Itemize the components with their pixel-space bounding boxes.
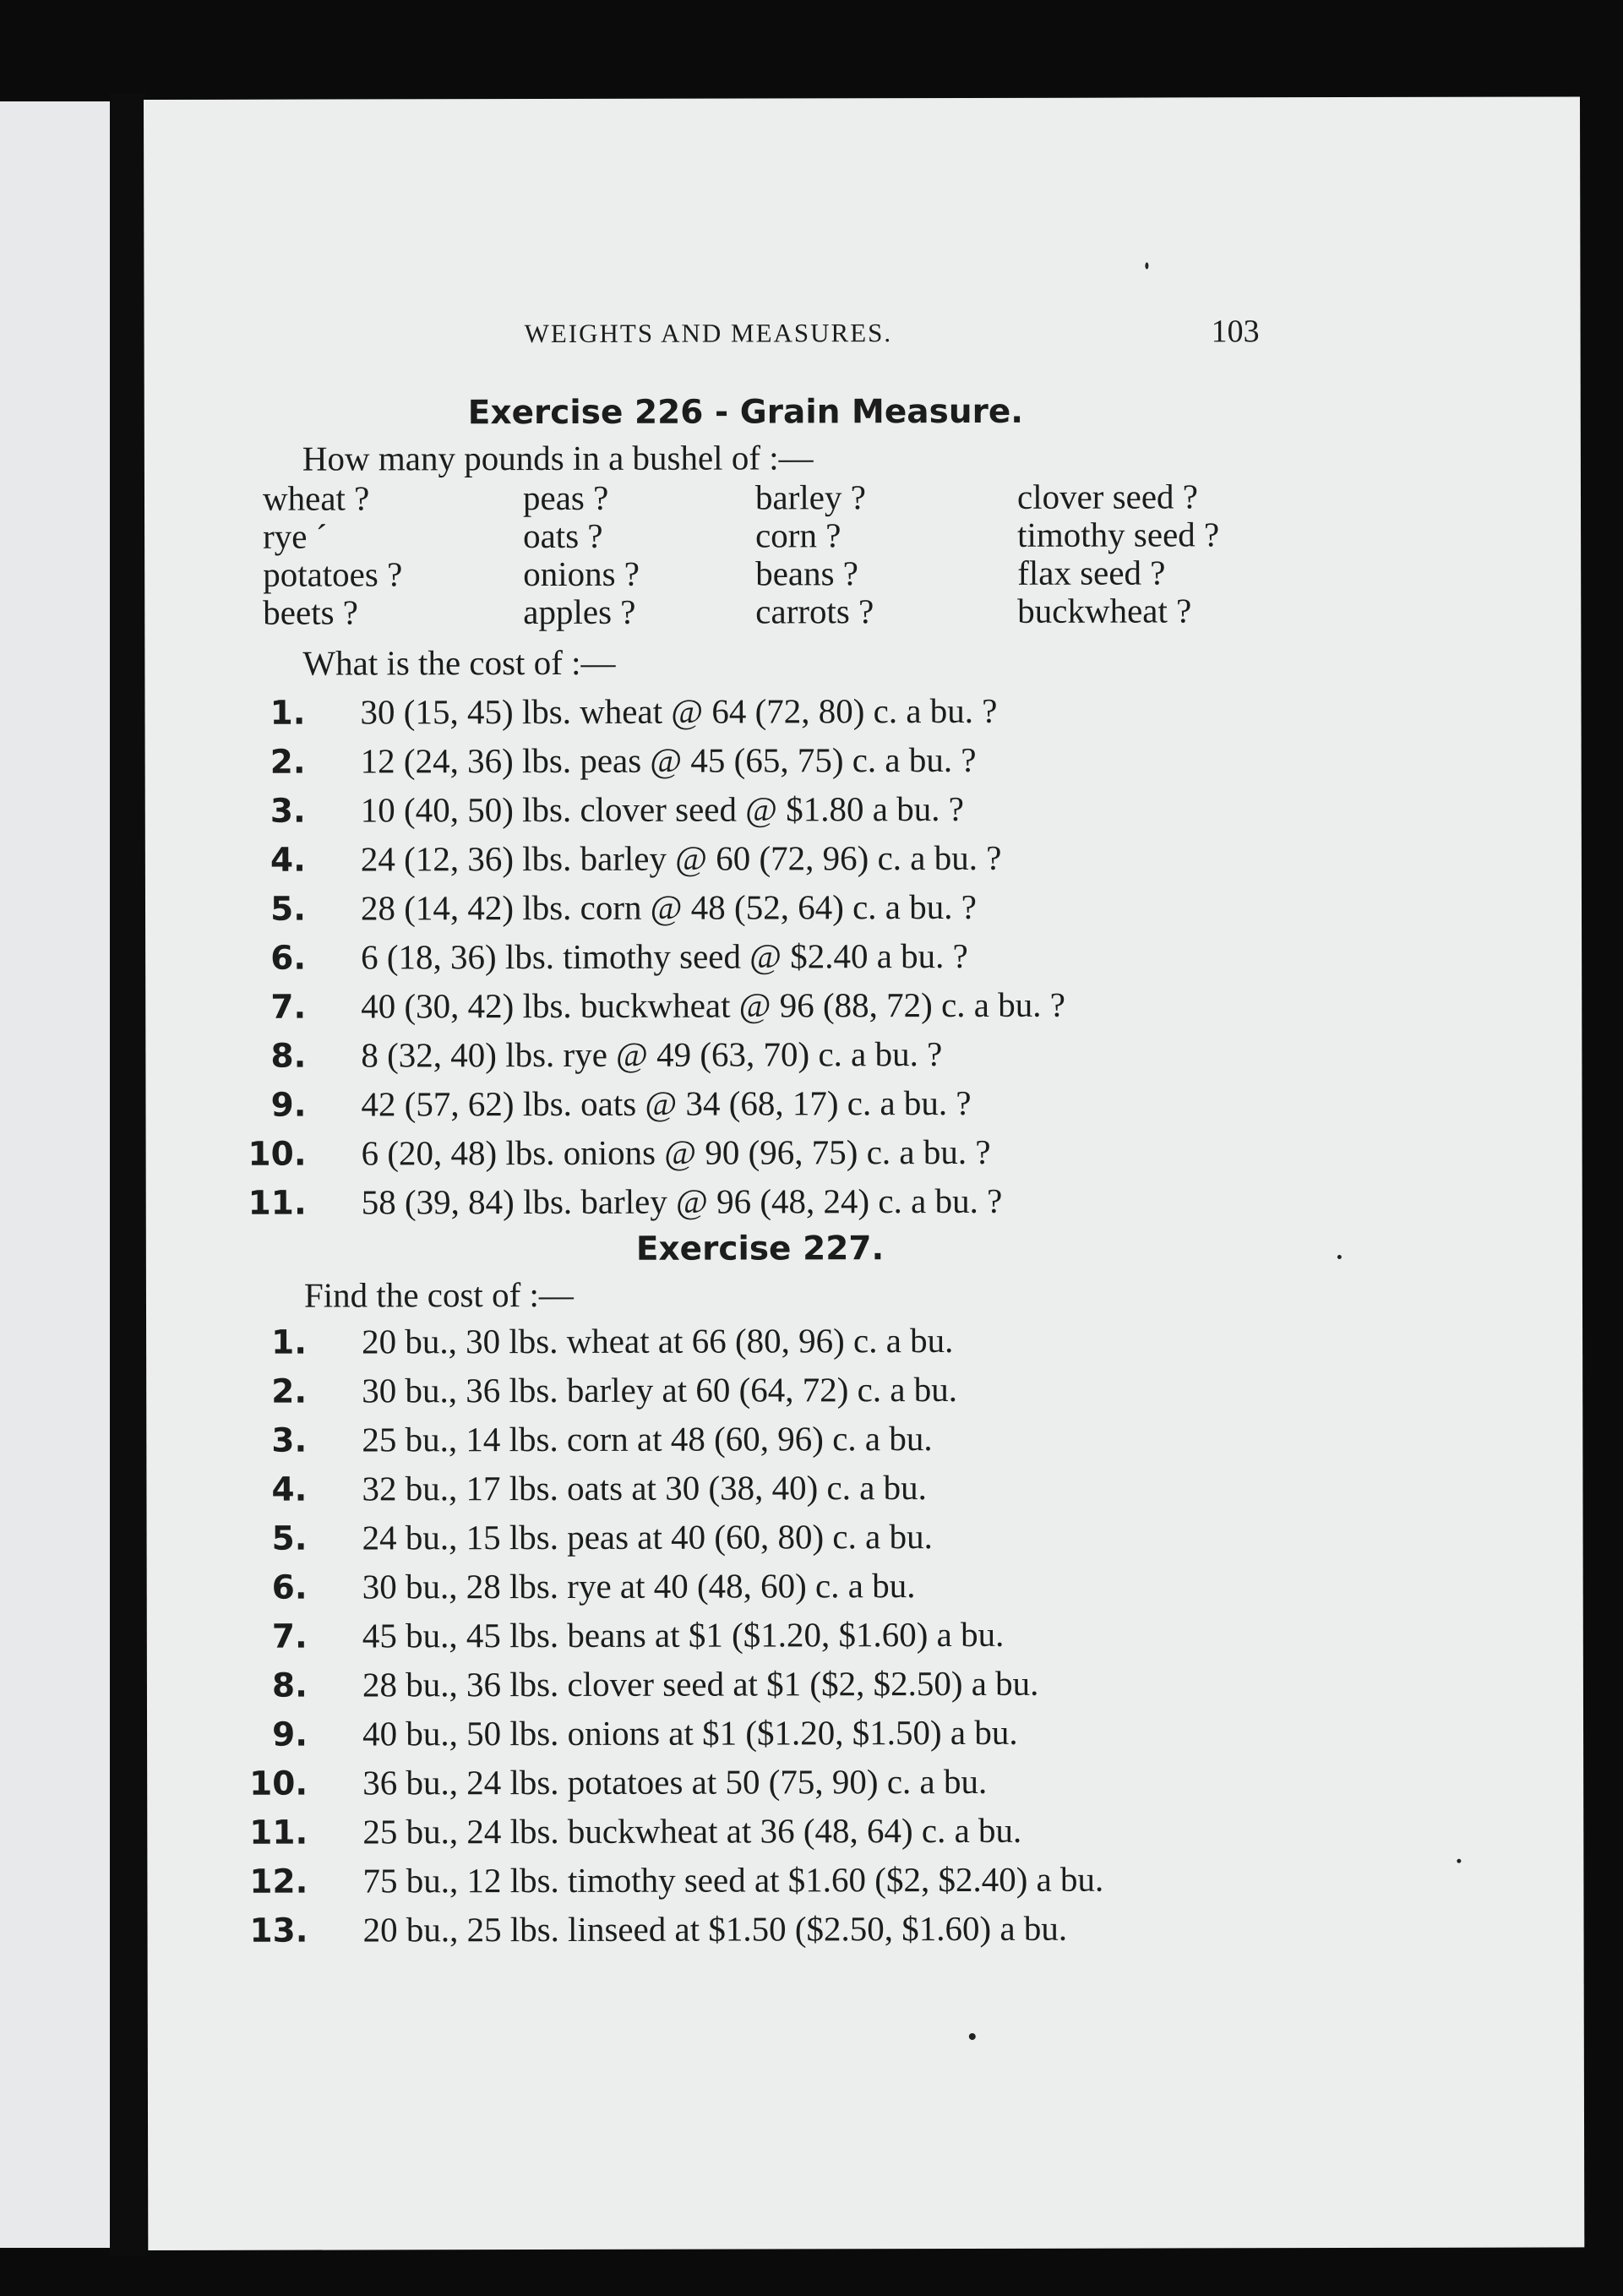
- exercise-226-intro: How many pounds in a bushel of :—: [302, 438, 814, 478]
- problem-number: 3.: [270, 792, 306, 831]
- problem-number: 4.: [271, 1470, 308, 1509]
- problem-text: 40 bu., 50 lbs. onions at $1 ($1.20, $1.50) a bu.: [362, 1712, 1018, 1753]
- scan-speck: [1337, 1255, 1342, 1259]
- grid-cell: onions ?: [523, 554, 640, 594]
- scan-speck: [1145, 263, 1148, 270]
- grid-cell: clover seed ?: [1016, 477, 1199, 516]
- problem-text: 24 (12, 36) lbs. barley @ 60 (72, 96) c. a bu. ?: [360, 837, 1002, 879]
- grid-cell: rye ˊ: [263, 516, 328, 556]
- problem-text: 28 (14, 42) lbs. corn @ 48 (52, 64) c. a bu. ?: [360, 886, 977, 928]
- problem-text: 36 bu., 24 lbs. potatoes at 50 (75, 90) c. a bu.: [362, 1761, 988, 1802]
- problem-number: 2.: [271, 1372, 308, 1411]
- cost-intro: What is the cost of :—: [302, 642, 616, 683]
- problem-text: 45 bu., 45 lbs. beans at $1 ($1.20, $1.60) a bu.: [362, 1614, 1005, 1655]
- problem-number: 1.: [270, 694, 306, 733]
- problem-text: 28 bu., 36 lbs. clover seed at $1 ($2, $2.50) a bu.: [362, 1663, 1039, 1704]
- grid-cell: oats ?: [523, 515, 603, 556]
- exercise-227-intro: Find the cost of :—: [303, 1274, 574, 1315]
- problem-number: 2.: [270, 743, 306, 782]
- book-page: [144, 96, 1584, 2250]
- problem-number: 7.: [271, 1617, 308, 1656]
- problem-text: 6 (20, 48) lbs. onions @ 90 (96, 75) c. a bu. ?: [361, 1132, 991, 1173]
- problem-number: 5.: [270, 890, 307, 929]
- problem-number: 10.: [249, 1764, 308, 1803]
- problem-text: 40 (30, 42) lbs. buckwheat @ 96 (88, 72) c. a bu. ?: [361, 984, 1065, 1026]
- problem-text: 25 bu., 14 lbs. corn at 48 (60, 96) c. a bu.: [362, 1419, 933, 1459]
- problem-text: 25 bu., 24 lbs. buckwheat at 36 (48, 64) c. a bu.: [362, 1810, 1022, 1852]
- grid-cell: carrots ?: [755, 592, 874, 631]
- problem-number: 11.: [249, 1813, 308, 1852]
- grid-cell: timothy seed ?: [1017, 515, 1220, 554]
- problem-text: 58 (39, 84) lbs. barley @ 96 (48, 24) c. a bu. ?: [361, 1181, 1003, 1222]
- grid-cell: potatoes ?: [263, 554, 403, 594]
- problem-text: 8 (32, 40) lbs. rye @ 49 (63, 70) c. a bu. ?: [361, 1034, 943, 1075]
- problem-text: 20 bu., 30 lbs. wheat at 66 (80, 96) c. a bu.: [362, 1320, 954, 1361]
- scan-speck: [969, 2033, 976, 2040]
- problem-number: 9.: [272, 1715, 308, 1754]
- grid-cell: corn ?: [755, 515, 841, 555]
- problem-number: 4.: [270, 841, 306, 880]
- exercise-227-title: Exercise 227.: [635, 1230, 885, 1268]
- problem-number: 8.: [270, 1037, 307, 1076]
- problem-text: 12 (24, 36) lbs. peas @ 45 (65, 75) c. a bu. ?: [360, 739, 977, 781]
- exercise-226-title: Exercise 226 - Grain Measure.: [467, 392, 1024, 433]
- problem-text: 42 (57, 62) lbs. oats @ 34 (68, 17) c. a bu. ?: [361, 1083, 972, 1124]
- grid-cell: buckwheat ?: [1017, 591, 1192, 630]
- page-number: 103: [1211, 314, 1260, 350]
- problem-number: 5.: [271, 1519, 308, 1558]
- problem-number: 6.: [270, 939, 307, 978]
- problem-text: 30 bu., 36 lbs. barley at 60 (64, 72) c. a bu.: [362, 1369, 958, 1410]
- running-title: WEIGHTS AND MEASURES.: [524, 318, 893, 349]
- problem-number: 9.: [270, 1086, 307, 1125]
- grid-cell: apples ?: [523, 592, 636, 632]
- problem-number: 7.: [270, 988, 307, 1027]
- problem-number: 3.: [271, 1421, 308, 1460]
- problem-number: 8.: [271, 1666, 308, 1705]
- problem-text: 10 (40, 50) lbs. clover seed @ $1.80 a bu. ?: [360, 788, 964, 830]
- grid-cell: beets ?: [263, 592, 359, 632]
- grid-cell: beans ?: [755, 554, 859, 593]
- problem-number: 6.: [271, 1568, 308, 1607]
- grid-cell: wheat ?: [262, 478, 370, 518]
- grid-cell: barley ?: [754, 477, 866, 517]
- scan-speck: [1457, 1859, 1461, 1863]
- facing-page-edge: [0, 101, 127, 2248]
- problem-text: 30 (15, 45) lbs. wheat @ 64 (72, 80) c. a bu. ?: [360, 690, 998, 732]
- problem-text: 20 bu., 25 lbs. linseed at $1.50 ($2.50, $1.60) a bu.: [362, 1908, 1068, 1950]
- book-gutter: [110, 93, 145, 2256]
- problem-number: 13.: [249, 1912, 308, 1950]
- grid-cell: peas ?: [522, 477, 609, 518]
- problem-text: 6 (18, 36) lbs. timothy seed @ $2.40 a bu. ?: [361, 935, 968, 977]
- problem-number: 10.: [248, 1135, 307, 1174]
- problem-number: 12.: [249, 1862, 308, 1901]
- problem-number: 1.: [271, 1323, 308, 1362]
- problem-text: 32 bu., 17 lbs. oats at 30 (38, 40) c. a bu.: [362, 1468, 927, 1508]
- problem-text: 24 bu., 15 lbs. peas at 40 (60, 80) c. a bu.: [362, 1517, 933, 1557]
- grid-cell: flax seed ?: [1017, 553, 1166, 592]
- problem-text: 30 bu., 28 lbs. rye at 40 (48, 60) c. a bu.: [362, 1566, 916, 1606]
- problem-text: 75 bu., 12 lbs. timothy seed at $1.60 ($2, $2.40) a bu.: [362, 1859, 1104, 1901]
- problem-number: 11.: [248, 1184, 307, 1223]
